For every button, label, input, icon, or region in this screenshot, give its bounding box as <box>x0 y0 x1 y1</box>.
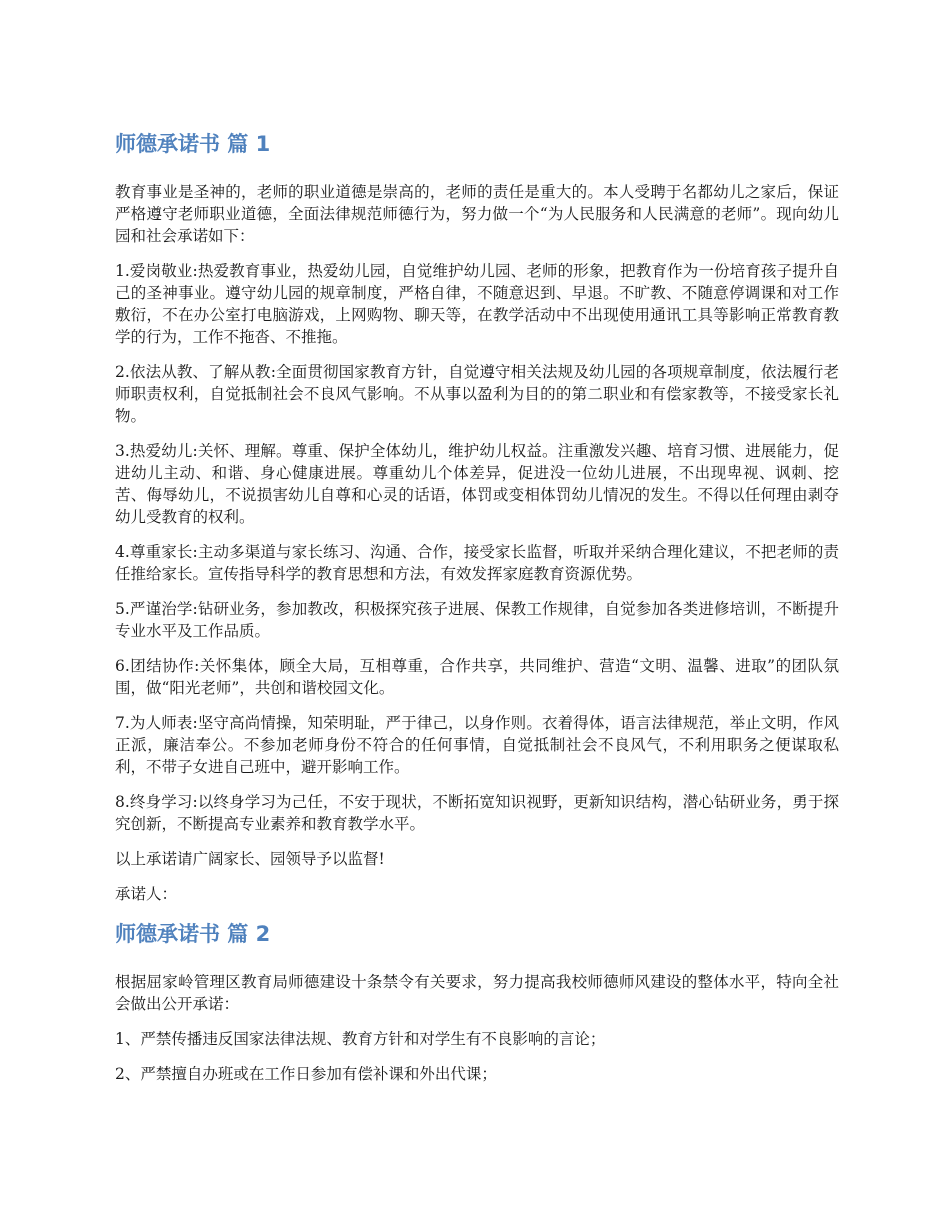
paragraph: 2.依法从教、了解从教:全面贯彻国家教育方针，自觉遵守相关法规及幼儿园的各项规章制度，依法履行老师职责权利，自觉抵制社会不良风气影响。不从事以盈利为目的的第二职业和有偿家教等，不接受家长礼物。 <box>115 363 839 425</box>
paragraph: 8.终身学习:以终身学习为己任，不安于现状，不断拓宽知识视野，更新知识结构，潜心钻研业务，勇于探究创新，不断提高专业素养和教育教学水平。 <box>115 793 839 833</box>
paragraph: 5.严谨治学:钻研业务，参加教改，积极探究孩子进展、保教工作规律，自觉参加各类进修培训，不断提升专业水平及工作品质。 <box>115 600 839 640</box>
signature-line: 承诺人： <box>115 885 178 903</box>
paragraph: 4.尊重家长:主动多渠道与家长练习、沟通、合作，接受家长监督，听取并采纳合理化建议，不把老师的责任推给家长。宣传指导科学的教育思想和方法，有效发挥家庭教育资源优势。 <box>115 543 839 583</box>
paragraph: 以上承诺请广阔家长、园领导予以监督! <box>115 850 385 868</box>
paragraph: 教育事业是圣神的，老师的职业道德是崇高的，老师的责任是重大的。本人受聘于名都幼儿之家后，保证严格遵守老师职业道德，全面法律规范师德行为，努力做一个“为人民服务和人民满意的老师”。现向幼儿园和社会承诺如下： <box>115 183 839 245</box>
document-page <box>115 128 839 1098</box>
paragraph: 3.热爱幼儿:关怀、理解。尊重、保护全体幼儿，维护幼儿权益。注重激发兴趣、培育习惯、进展能力，促进幼儿主动、和谐、身心健康进展。尊重幼儿个体差异，促进没一位幼儿进展，不出现卑视、讽刺、挖苦、侮辱幼儿，不说损害幼儿自尊和心灵的话语，体罚或变相体罚幼儿情况的发生。不得以任何理由剥夺幼儿受教育的权利。 <box>115 442 839 526</box>
paragraph: 根据屈家岭管理区教育局师德建设十条禁令有关要求，努力提高我校师德师风建设的整体水平，特向全社会做出公开承诺： <box>115 973 839 1013</box>
paragraph: 1、严禁传播违反国家法律法规、教育方针和对学生有不良影响的言论； <box>115 1030 606 1048</box>
paragraph: 7.为人师表:坚守高尚情操，知荣明耻，严于律己，以身作则。衣着得体，语言法律规范，举止文明，作风正派，廉洁奉公。不参加老师身份不符合的任何事情，自觉抵制社会不良风气，不利用职务之便谋取私利，不带子女进自己班中，避开影响工作。 <box>115 714 839 776</box>
paragraph: 2、严禁擅自办班或在工作日参加有偿补课和外出代课； <box>115 1065 497 1083</box>
paragraph: 6.团结协作:关怀集体，顾全大局，互相尊重，合作共享，共同维护、营造“文明、温馨、进取”的团队氛围，做“阳光老师”，共创和谐校园文化。 <box>115 657 839 697</box>
paragraph: 1.爱岗敬业:热爱教育事业，热爱幼儿园，自觉维护幼儿园、老师的形象，把教育作为一份培育孩子提升自己的圣神事业。遵守幼儿园的规章制度，严格自律，不随意迟到、早退。不旷教、不随意停调课和对工作敷衍，不在办公室打电脑游戏，上网购物、聊天等，在教学活动中不出现使用通讯工具等影响正常教育教学的行为，工作不拖沓、不推拖。 <box>115 262 839 346</box>
section-title-1: 师德承诺书 篇 1 <box>115 132 271 156</box>
section-title-2: 师德承诺书 篇 2 <box>115 922 271 946</box>
